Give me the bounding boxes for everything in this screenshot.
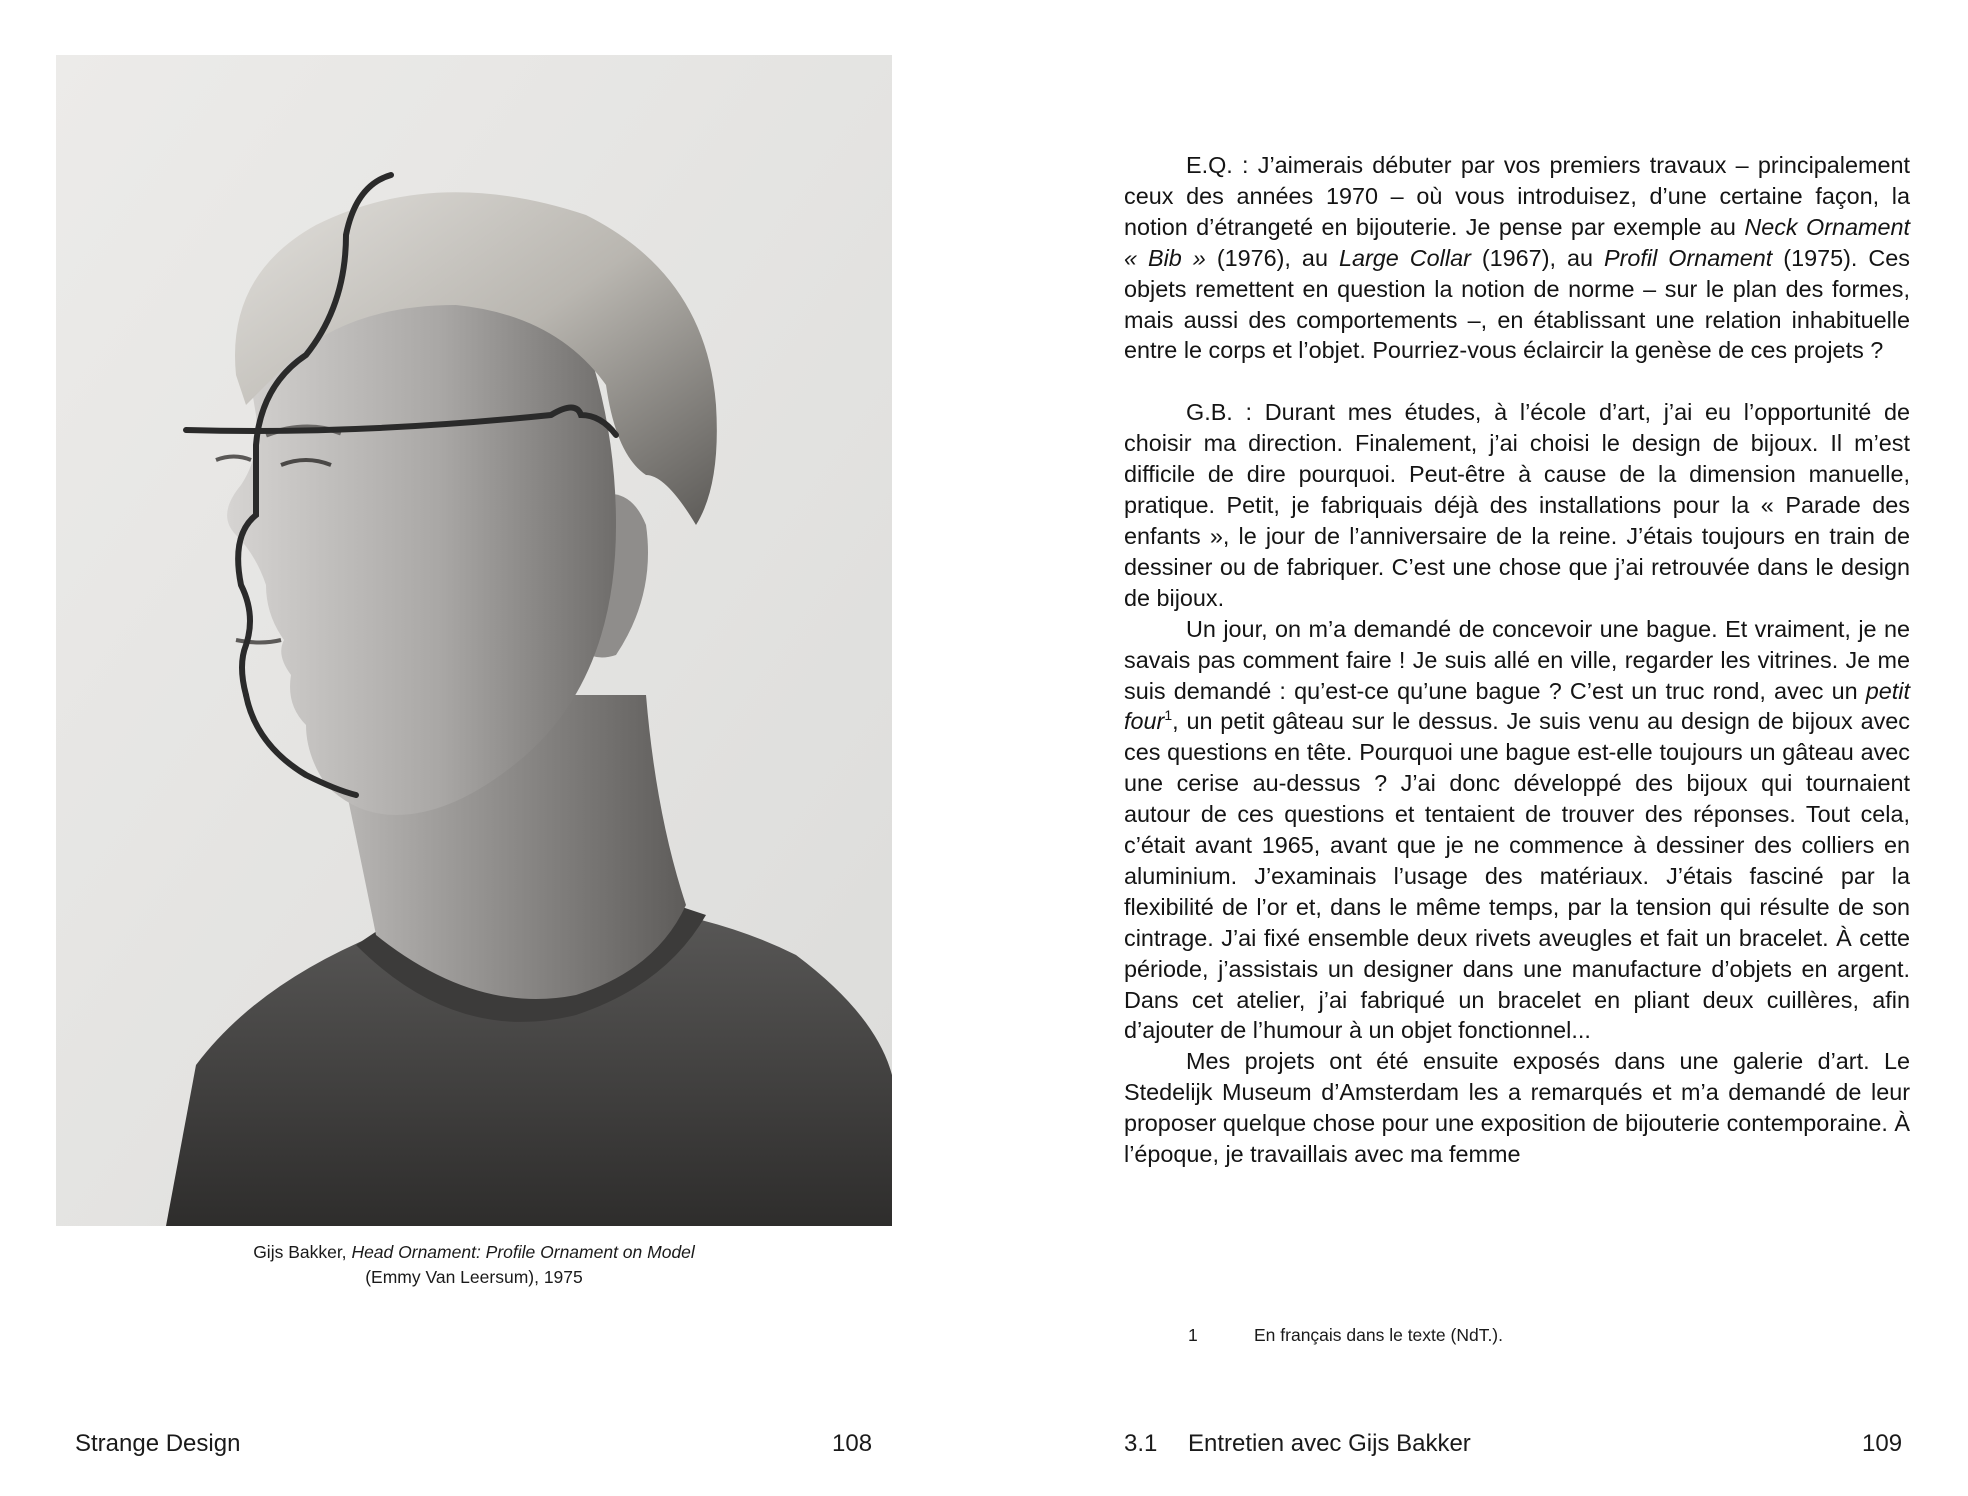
portrait-photo (56, 55, 892, 1226)
paragraph-question (1124, 150, 1910, 366)
paragraph-answer-2 (1124, 614, 1910, 1047)
footer-chapter-title: Entretien avec Gijs Bakker (1188, 1430, 1471, 1457)
italic-title: petit four (1124, 677, 1910, 735)
text-run: , un petit gâteau sur le dessus. Je suis venu au design de bijoux avec ces questions en tête. Pourquoi une bague est-elle toujours un gâteau avec une cerise au-dessus ? J’ai donc développé des bijoux qui tournaient autour de ces questions et tentaient de trouver des réponses. Tout cela, c’était avant 1965, avant que je ne commence à dessiner des colliers en aluminium. J’examinais l’usage des matériaux. J’étais fasciné par la flexibilité de l’or et, dans le même temps, par la tension qui résulte de son cintrage. J’ai fixé ensemble deux rivets aveugles et fait un bracelet. À cette période, j’assistais un designer dans une manufacture d’objets en argent. Dans cet atelier, j’ai fabriqué un bracelet en pliant deux cuillères, afin d’ajouter de l’humour à un objet fonctionnel... (1124, 708, 1910, 1044)
caption-title: Head Ornament: Profile Ornament on Model (351, 1242, 695, 1262)
text-run: Un jour, on m’a demandé de concevoir une bague. Et vraiment, je ne savais pas comment faire ! Je suis allé en ville, regarder les vitrines. Je me suis demandé : qu’est-ce qu’une bague ? C’est un truc rond, avec un (1124, 615, 1910, 704)
paragraph-answer-3: Mes projets ont été ensuite exposés dans une galerie d’art. Le Stedelijk Museum d’Amsterdam les a remarqués et m’a demandé de leur proposer quelque chose pour une exposition de bijouterie contemporaine. À l’époque, je travaillais avec ma femme (1124, 1048, 1910, 1168)
footnote (1188, 1325, 1503, 1346)
footer-page-number-left: 108 (832, 1430, 873, 1457)
caption-detail: (Emmy Van Leersum), 1975 (365, 1267, 583, 1287)
footer-book-title: Strange Design (75, 1430, 241, 1457)
text-run: E.Q. : J’aimerais débuter par vos premiers travaux – principalement ceux des années 1970 – où vous introduisez, d’une certaine façon, la notion d’étrangeté en bijouterie. Je pense par exemple au (1124, 152, 1910, 240)
footnote-text: En français dans le texte (NdT.). (1254, 1325, 1503, 1345)
text-run: (1976), au (1205, 244, 1339, 271)
footnote-ref: 1 (1164, 707, 1173, 724)
footnote-number: 1 (1188, 1325, 1198, 1345)
interview-text (1124, 150, 1910, 1170)
italic-title: Large Collar (1338, 244, 1471, 271)
text-run: (1975). Ces objets remettent en question la notion de norme – sur le plan des formes, mais aussi des comportements –, en établissant une relation inhabituelle entre le corps et l’objet. Pourriez-vous éclaircir la genèse de ces projets ? (1124, 244, 1910, 364)
text-run: (1967), au (1470, 244, 1604, 271)
portrait-illustration (56, 55, 892, 1226)
italic-title: Neck Ornament « Bib » (1124, 213, 1911, 271)
footer-chapter-number: 3.1 (1124, 1430, 1158, 1457)
footer-page-number-right: 109 (1862, 1430, 1903, 1457)
paragraph-answer-1: G.B. : Durant mes études, à l’école d’art, j’ai eu l’opportunité de choisir ma direction. Finalement, j’ai choisi le design de bijoux. Il m’est difficile de dire pourquoi. Peut-être à cause de la dimension manuelle, pratique. Petit, je fabriquais déjà des installations pour la « Parade des enfants », le jour de l’anniversaire de la reine. J’étais toujours en train de dessiner ou de fabriquer. C’est une chose que j’ai retrouvée dans le design de bijoux. (1124, 399, 1910, 611)
photo-caption (56, 1240, 892, 1290)
caption-author: Gijs Bakker, (253, 1242, 347, 1262)
italic-title: Profil Ornament (1604, 244, 1773, 271)
